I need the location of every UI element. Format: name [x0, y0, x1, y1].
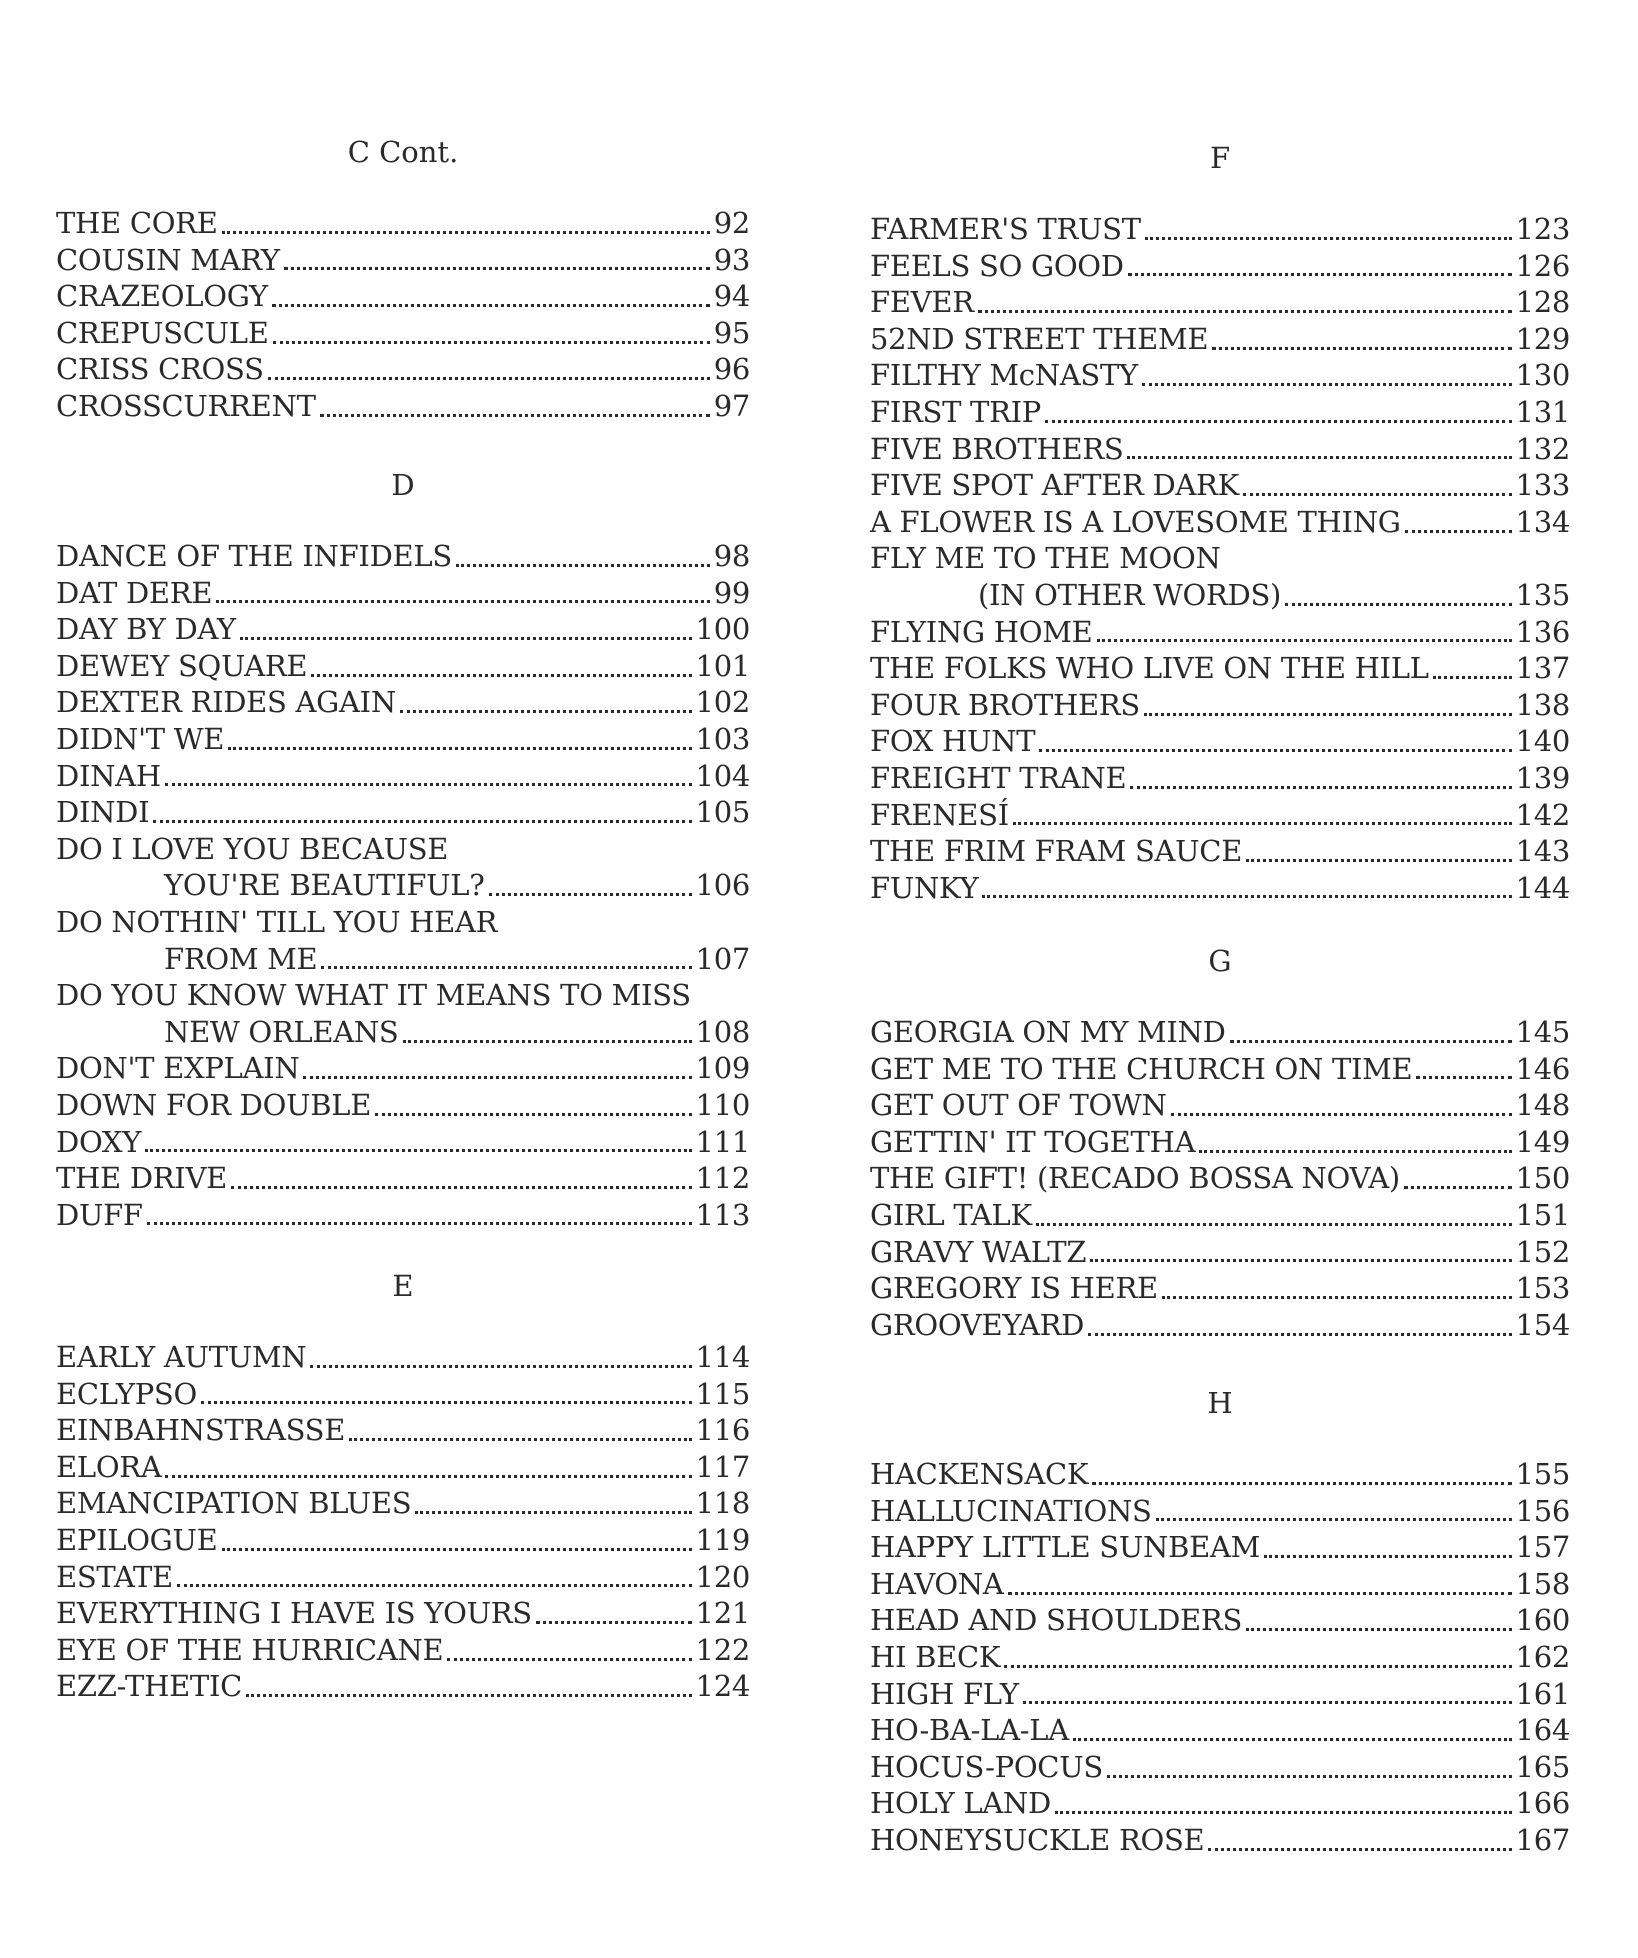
dot-leader: [311, 674, 691, 677]
page-number: 103: [695, 721, 750, 756]
dot-leader: [1230, 1040, 1512, 1043]
entry-title: GET ME TO THE CHURCH ON TIME: [870, 1051, 1413, 1086]
index-entry: [56, 1412, 750, 1449]
index-entry: [56, 758, 750, 795]
index-entry: [56, 1522, 750, 1559]
index-entry: [56, 1197, 750, 1234]
index-entry: [56, 794, 750, 831]
entry-title: 52ND STREET THEME: [870, 321, 1209, 356]
dot-leader: [978, 310, 1512, 313]
index-entry: [56, 721, 750, 758]
entry-title: NEW ORLEANS: [164, 1014, 399, 1049]
section-header: D: [391, 468, 415, 502]
index-entry: [870, 1234, 1570, 1271]
entry-title: HOLY LAND: [870, 1786, 1051, 1821]
dot-leader: [240, 637, 692, 640]
dot-leader: [165, 1475, 691, 1478]
dot-leader: [1171, 1113, 1512, 1116]
entry-title: GRAVY WALTZ: [870, 1234, 1087, 1269]
index-entry: [56, 867, 750, 904]
page-number: 104: [695, 758, 750, 793]
index-entry: [56, 1050, 750, 1087]
index-entry: [870, 650, 1570, 687]
entry-title: THE FRIM FRAM SAUCE: [870, 834, 1243, 869]
page-number: 148: [1515, 1088, 1570, 1123]
entry-list: [870, 1456, 1570, 1859]
page-number: 130: [1515, 358, 1570, 393]
dot-leader: [1130, 786, 1511, 789]
entry-list: [870, 1014, 1570, 1343]
page-number: 114: [695, 1340, 750, 1374]
dot-leader: [1088, 1333, 1511, 1336]
page-number: 158: [1515, 1566, 1570, 1601]
dot-leader: [1416, 1076, 1511, 1079]
dot-leader: [1264, 1555, 1512, 1558]
dot-leader: [400, 710, 692, 713]
page-number: 94: [713, 279, 750, 314]
page-number: 110: [695, 1087, 750, 1122]
dot-leader: [1142, 383, 1512, 386]
page-number: 155: [1515, 1457, 1570, 1491]
index-entry: [56, 575, 750, 612]
dot-leader: [982, 895, 1511, 898]
dot-leader: [1023, 1701, 1512, 1704]
index-entry: [870, 1639, 1570, 1676]
dot-leader: [1008, 1592, 1512, 1595]
page-number: 152: [1515, 1234, 1570, 1269]
index-entry: [56, 1376, 750, 1413]
page-number: 115: [695, 1376, 750, 1411]
entry-title: DOWN FOR DOUBLE: [56, 1087, 372, 1122]
dot-leader: [1433, 676, 1512, 679]
entry-title: (IN OTHER WORDS): [978, 577, 1282, 612]
dot-leader: [147, 1222, 692, 1225]
entry-title: ECLYPSO: [56, 1376, 197, 1411]
dot-leader: [1144, 713, 1512, 716]
dot-leader: [272, 304, 710, 307]
dot-leader: [1145, 237, 1512, 240]
index-entry: [870, 1822, 1570, 1859]
index-entry: [56, 684, 750, 721]
page-number: 100: [695, 612, 750, 647]
page-number: 124: [695, 1669, 750, 1704]
entry-title: CREPUSCULE: [56, 315, 269, 350]
entry-list: [870, 211, 1570, 906]
entry-title: EINBAHNSTRASSE: [56, 1413, 346, 1448]
index-entry: [870, 1014, 1570, 1051]
index-entry: [56, 351, 750, 388]
page-number: 136: [1515, 614, 1570, 649]
index-entry: [870, 1197, 1570, 1234]
page-number: 164: [1515, 1713, 1570, 1748]
index-entry: [56, 1559, 750, 1596]
page-number: 140: [1515, 724, 1570, 759]
page-number: 92: [713, 206, 750, 240]
index-entry: [870, 723, 1570, 760]
page-number: 153: [1515, 1271, 1570, 1306]
entry-title: CRISS CROSS: [56, 352, 264, 387]
index-entry: [56, 388, 750, 425]
entry-title: HO-BA-LA-LA: [870, 1713, 1069, 1748]
page-number: 111: [695, 1124, 750, 1159]
index-entry: [56, 1485, 750, 1522]
entry-title: EARLY AUTUMN: [56, 1340, 307, 1374]
entry-title-line1: DO I LOVE YOU BECAUSE: [56, 831, 449, 866]
dot-leader: [201, 1401, 692, 1404]
index-entry: [56, 1124, 750, 1161]
index-entry: [870, 797, 1570, 834]
index-entry: [870, 394, 1570, 431]
dot-leader: [1045, 420, 1512, 423]
index-entry: [870, 248, 1570, 285]
dot-leader: [303, 1076, 691, 1079]
dot-leader: [216, 600, 709, 603]
dot-leader: [1097, 639, 1512, 642]
page-number: 126: [1515, 248, 1570, 283]
page-number: 106: [695, 868, 750, 903]
entry-title: FEVER: [870, 285, 974, 320]
page-number: 133: [1515, 468, 1570, 503]
entry-title: EZZ-THETIC: [56, 1669, 243, 1704]
index-entry: [56, 1449, 750, 1486]
index-entry: [870, 1676, 1570, 1713]
dot-leader: [447, 1658, 691, 1661]
entry-title: HAVONA: [870, 1566, 1004, 1601]
index-entry: [870, 614, 1570, 651]
entry-title: DAY BY DAY: [56, 612, 236, 647]
index-entry: [56, 941, 750, 978]
entry-list: [56, 1339, 750, 1705]
entry-title: DAT DERE: [56, 575, 213, 610]
page-number: 142: [1515, 797, 1570, 832]
entry-title: GETTIN' IT TOGETHA: [870, 1124, 1196, 1159]
page-number: 131: [1515, 394, 1570, 429]
page-number: 105: [695, 795, 750, 830]
entry-title: DEWEY SQUARE: [56, 648, 308, 683]
dot-leader: [1004, 1665, 1511, 1668]
entry-title: CROSSCURRENT: [56, 388, 316, 423]
index-entry: [56, 1160, 750, 1197]
dot-leader: [246, 1694, 692, 1697]
entry-title: FEELS SO GOOD: [870, 248, 1124, 283]
index-entry: [56, 648, 750, 685]
entry-title: DANCE OF THE INFIDELS: [56, 539, 452, 573]
page-number: 165: [1515, 1749, 1570, 1784]
index-entry: [870, 467, 1570, 504]
dot-leader: [349, 1438, 691, 1441]
index-entry: [56, 1014, 750, 1051]
index-entry: [870, 211, 1570, 248]
page-number: 120: [695, 1559, 750, 1594]
page-number: 150: [1515, 1161, 1570, 1196]
dot-leader: [310, 1365, 691, 1368]
page-number: 135: [1515, 577, 1570, 612]
index-entry: [56, 1595, 750, 1632]
index-entry: [56, 611, 750, 648]
page-number: 118: [695, 1486, 750, 1521]
dot-leader: [1039, 749, 1511, 752]
index-entry: [870, 1785, 1570, 1822]
dot-leader: [1404, 1186, 1512, 1189]
index-entry: [870, 284, 1570, 321]
entry-title: COUSIN MARY: [56, 242, 280, 277]
index-entry: [870, 1529, 1570, 1566]
dot-leader: [403, 1040, 692, 1043]
entry-title: ELORA: [56, 1449, 162, 1484]
page-number: 116: [695, 1413, 750, 1448]
entry-list: [56, 205, 750, 425]
page-number: 157: [1515, 1530, 1570, 1565]
entry-title: HAPPY LITTLE SUNBEAM: [870, 1530, 1261, 1565]
index-entry: [870, 504, 1570, 541]
index-entry: [870, 321, 1570, 358]
page-number: 151: [1515, 1197, 1570, 1232]
entry-title: EMANCIPATION BLUES: [56, 1486, 412, 1521]
dot-leader: [231, 1186, 692, 1189]
dot-leader: [415, 1511, 691, 1514]
entry-title: FRENESÍ: [870, 797, 1009, 832]
dot-leader: [1243, 493, 1512, 496]
section-header: F: [1209, 141, 1231, 175]
index-entry: [870, 1566, 1570, 1603]
page-number: 101: [695, 648, 750, 683]
dot-leader: [165, 783, 692, 786]
index-entry: [870, 870, 1570, 907]
entry-title: FIRST TRIP: [870, 394, 1041, 429]
index-entry: [870, 1749, 1570, 1786]
entry-title: DUFF: [56, 1197, 143, 1232]
entry-title: GET OUT OF TOWN: [870, 1088, 1167, 1123]
dot-leader: [273, 341, 710, 344]
entry-title: THE DRIVE: [56, 1161, 227, 1196]
index-entry: [870, 431, 1570, 468]
index-entry: [56, 1087, 750, 1124]
page-number: 108: [695, 1014, 750, 1049]
index-entry: [870, 1712, 1570, 1749]
page-number: 138: [1515, 687, 1570, 722]
dot-leader: [1128, 273, 1512, 276]
entry-title: FIVE SPOT AFTER DARK: [870, 468, 1239, 503]
index-entry: [870, 1051, 1570, 1088]
dot-leader: [1036, 1223, 1512, 1226]
page-number: 122: [695, 1632, 750, 1667]
page-number: 107: [695, 941, 750, 976]
page-number: 137: [1515, 651, 1570, 686]
page-number: 167: [1515, 1822, 1570, 1857]
entry-title: FLYING HOME: [870, 614, 1093, 649]
dot-leader: [228, 747, 691, 750]
dot-leader: [375, 1113, 691, 1116]
dot-leader: [1013, 822, 1512, 825]
index-entry: [56, 315, 750, 352]
dot-leader: [1107, 1775, 1512, 1778]
dot-leader: [1212, 347, 1511, 350]
index-entry: [870, 687, 1570, 724]
entry-title: THE FOLKS WHO LIVE ON THE HILL: [870, 651, 1429, 686]
index-entry: [870, 1602, 1570, 1639]
page-number: 98: [713, 539, 750, 573]
page-number: 119: [695, 1522, 750, 1557]
section-header: G: [1208, 944, 1232, 978]
dot-leader: [1208, 1848, 1511, 1851]
entry-title: HI BECK: [870, 1639, 1001, 1674]
dot-leader: [489, 893, 692, 896]
entry-title: HONEYSUCKLE ROSE: [870, 1822, 1205, 1857]
entry-title-line1: DO NOTHIN' TILL YOU HEAR: [56, 904, 498, 939]
section-header: H: [1207, 1386, 1233, 1420]
dot-leader: [222, 1548, 692, 1551]
page-number: 123: [1515, 212, 1570, 246]
dot-leader: [456, 564, 710, 567]
entry-title: GEORGIA ON MY MIND: [870, 1015, 1226, 1049]
dot-leader: [320, 414, 710, 417]
page-number: 109: [695, 1051, 750, 1086]
page-number: 161: [1515, 1676, 1570, 1711]
page-number: 139: [1515, 760, 1570, 795]
entry-title-line1: DO YOU KNOW WHAT IT MEANS TO MISS: [56, 978, 691, 1013]
entry-title: HEAD AND SHOULDERS: [870, 1603, 1243, 1638]
index-entry: [870, 577, 1570, 614]
index-entry: [870, 1307, 1570, 1344]
page-number: 134: [1515, 504, 1570, 539]
index-entry: [870, 357, 1570, 394]
entry-title: FOX HUNT: [870, 724, 1036, 759]
dot-leader: [1055, 1811, 1512, 1814]
dot-leader: [1092, 1482, 1511, 1485]
page-number: 99: [713, 575, 750, 610]
entry-list: [56, 538, 750, 1233]
dot-leader: [1405, 530, 1512, 533]
dot-leader: [1162, 1296, 1512, 1299]
index-entry: [870, 760, 1570, 797]
page-number: 166: [1515, 1786, 1570, 1821]
entry-title: DOXY: [56, 1124, 142, 1159]
page-number: 145: [1515, 1015, 1570, 1049]
index-entry: [870, 833, 1570, 870]
entry-title: GREGORY IS HERE: [870, 1271, 1158, 1306]
index-entry: [56, 1339, 750, 1376]
entry-title-line1: FLY ME TO THE MOON: [870, 541, 1221, 576]
page-number: 129: [1515, 321, 1570, 356]
entry-title: FOUR BROTHERS: [870, 687, 1140, 722]
entry-title: FREIGHT TRANE: [870, 760, 1127, 795]
page-number: 143: [1515, 834, 1570, 869]
page-number: 144: [1515, 870, 1570, 905]
index-entry: [56, 1632, 750, 1669]
entry-title: DON'T EXPLAIN: [56, 1051, 300, 1086]
index-entry: [870, 1270, 1570, 1307]
entry-title: EYE OF THE HURRICANE: [56, 1632, 444, 1667]
index-entry: [56, 278, 750, 315]
index-entry: [56, 242, 750, 279]
dot-leader: [1127, 456, 1511, 459]
dot-leader: [1090, 1259, 1511, 1262]
entry-title: FILTHY McNASTY: [870, 358, 1138, 393]
entry-title: YOU'RE BEAUTIFUL?: [164, 868, 485, 903]
entry-title: HOCUS-POCUS: [870, 1749, 1103, 1784]
index-entry: [870, 1087, 1570, 1124]
page-number: 95: [713, 315, 750, 350]
page-number: 96: [713, 352, 750, 387]
page-number: 128: [1515, 285, 1570, 320]
entry-title: DEXTER RIDES AGAIN: [56, 685, 396, 720]
entry-title: FARMER'S TRUST: [870, 212, 1141, 246]
entry-title: THE CORE: [56, 206, 218, 240]
dot-leader: [1246, 1628, 1512, 1631]
dot-leader: [145, 1149, 691, 1152]
entry-title: ESTATE: [56, 1559, 173, 1594]
entry-title: THE GIFT! (RECADO BOSSA NOVA): [870, 1161, 1400, 1196]
entry-title: HACKENSACK: [870, 1457, 1089, 1491]
entry-title: FIVE BROTHERS: [870, 431, 1124, 466]
entry-title: FROM ME: [164, 941, 318, 976]
dot-leader: [268, 377, 710, 380]
index-entry: [870, 1493, 1570, 1530]
page-number: 117: [695, 1449, 750, 1484]
page-number: 156: [1515, 1493, 1570, 1528]
dot-leader: [284, 267, 710, 270]
dot-leader: [177, 1584, 692, 1587]
entry-title: HIGH FLY: [870, 1676, 1019, 1711]
entry-title: DIDN'T WE: [56, 721, 225, 756]
page-number: 146: [1515, 1051, 1570, 1086]
entry-title: CRAZEOLOGY: [56, 279, 268, 314]
entry-title: FUNKY: [870, 870, 979, 905]
index-entry: [870, 1456, 1570, 1493]
dot-leader: [1073, 1738, 1512, 1741]
dot-leader: [1285, 603, 1512, 606]
entry-title: GROOVEYARD: [870, 1307, 1085, 1342]
dot-leader: [1199, 1150, 1511, 1153]
page-number: 132: [1515, 431, 1570, 466]
index-entry: [56, 205, 750, 242]
index-entry: [56, 538, 750, 575]
page-number: 102: [695, 685, 750, 720]
dot-leader: [153, 820, 691, 823]
dot-leader: [1156, 1518, 1512, 1521]
index-entry: [870, 1124, 1570, 1161]
dot-leader: [536, 1621, 692, 1624]
dot-leader: [321, 966, 691, 969]
page-number: 162: [1515, 1639, 1570, 1674]
dot-leader: [1246, 859, 1511, 862]
section-header: E: [392, 1269, 414, 1303]
page-number: 160: [1515, 1603, 1570, 1638]
index-entry: [870, 1160, 1570, 1197]
entry-title: DINDI: [56, 795, 150, 830]
page-number: 93: [713, 242, 750, 277]
entry-title: DINAH: [56, 758, 161, 793]
page-number: 149: [1515, 1124, 1570, 1159]
section-header: C Cont.: [347, 135, 459, 169]
page-number: 97: [713, 388, 750, 423]
page-number: 154: [1515, 1307, 1570, 1342]
dot-leader: [222, 231, 710, 234]
entry-title: EPILOGUE: [56, 1522, 218, 1557]
entry-title: EVERYTHING I HAVE IS YOURS: [56, 1596, 532, 1631]
page-number: 121: [695, 1596, 750, 1631]
page-number: 113: [695, 1197, 750, 1232]
page-number: 112: [695, 1161, 750, 1196]
entry-title: A FLOWER IS A LOVESOME THING: [870, 504, 1401, 539]
entry-title: HALLUCINATIONS: [870, 1493, 1152, 1528]
entry-title: GIRL TALK: [870, 1197, 1032, 1232]
index-entry: [56, 1668, 750, 1705]
